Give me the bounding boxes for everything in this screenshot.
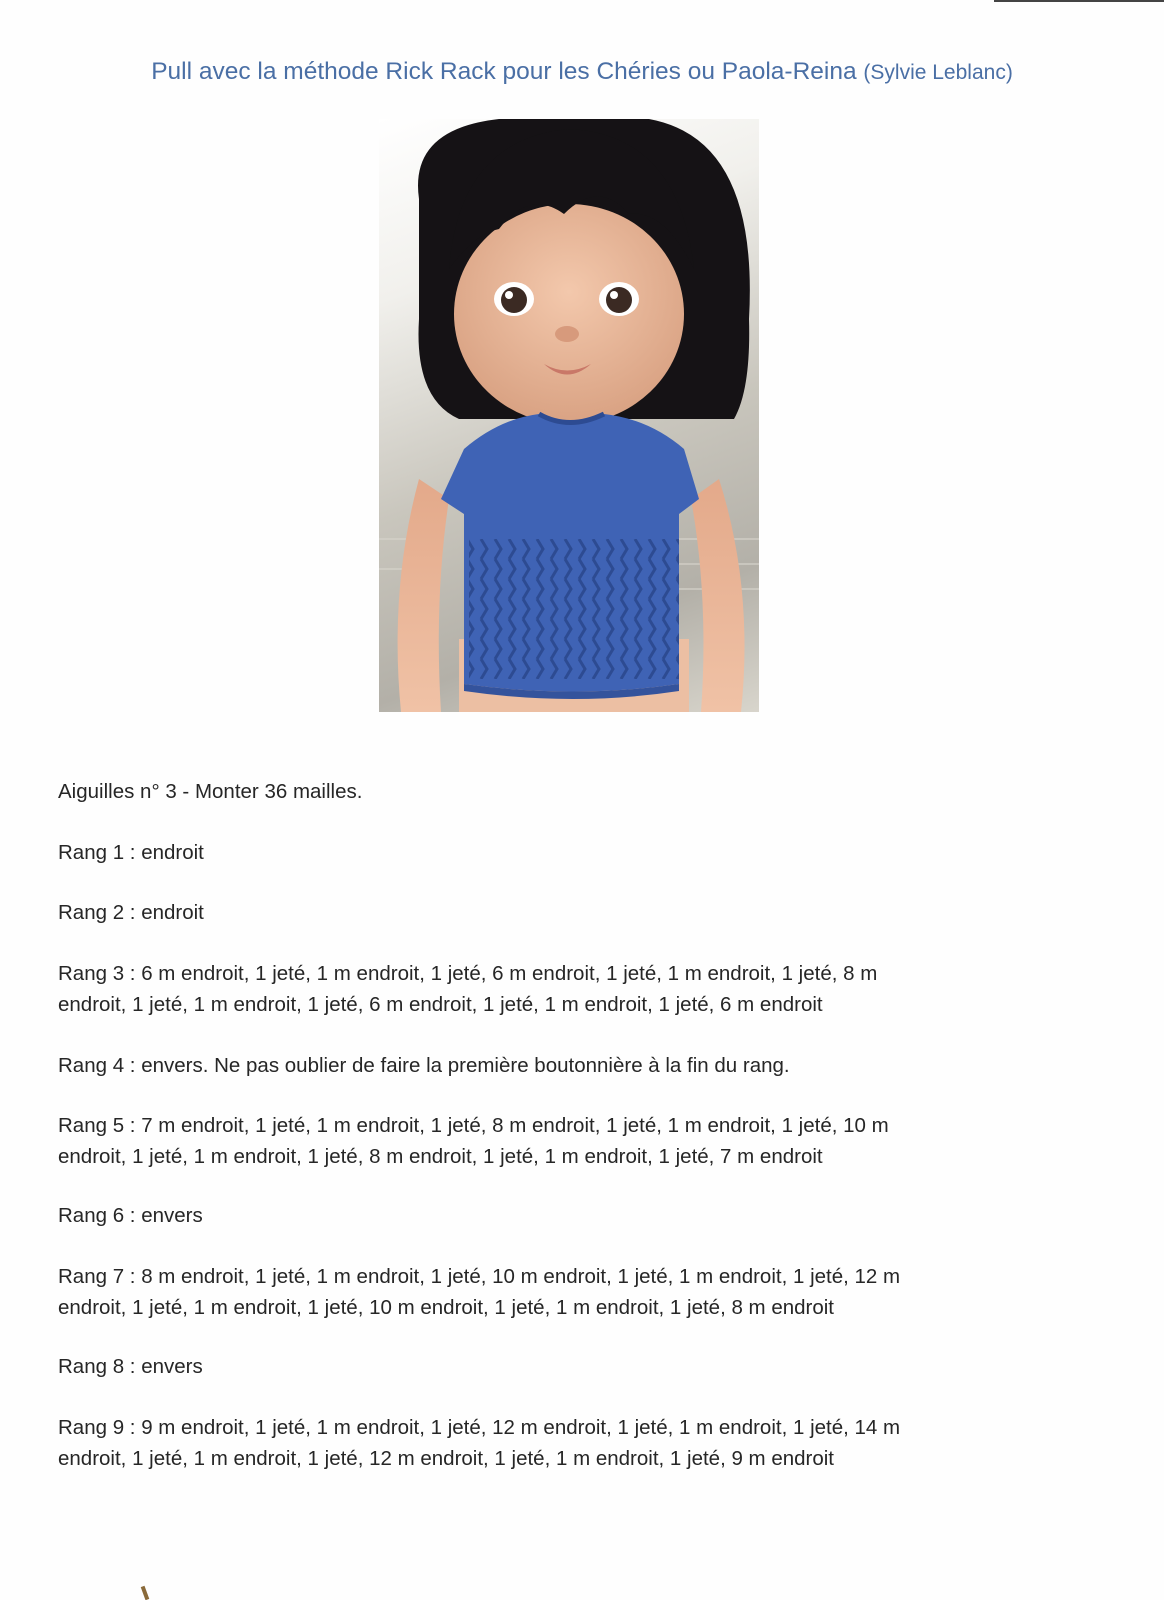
row-7-line-1: Rang 7 : 8 m endroit, 1 jeté, 1 m endroit, 1 jeté, 10 m endroit, 1 jeté, 1 m endroit, 1 jeté, 12 m <box>58 1265 901 1288</box>
row-7-line-2: endroit, 1 jeté, 1 m endroit, 1 jeté, 10 m endroit, 1 jeté, 1 m endroit, 1 jeté, 8 m endroit <box>58 1296 835 1319</box>
row-6 <box>58 1200 203 1231</box>
title-text: Pull avec la méthode Rick Rack pour les Chéries ou Paola-Reina <box>151 58 857 85</box>
row-4-line-1: Rang 4 : envers. Ne pas oublier de faire la première boutonnière à la fin du rang. <box>58 1054 790 1077</box>
row-1 <box>58 837 204 868</box>
row-3-line-2: endroit, 1 jeté, 1 m endroit, 1 jeté, 6 m endroit, 1 jeté, 1 m endroit, 1 jeté, 6 m endroit <box>58 993 823 1016</box>
row-8 <box>58 1351 203 1382</box>
row-4 <box>58 1050 790 1081</box>
doll-photo <box>379 119 759 712</box>
row-9-line-2: endroit, 1 jeté, 1 m endroit, 1 jeté, 12 m endroit, 1 jeté, 1 m endroit, 1 jeté, 9 m endroit <box>58 1447 835 1470</box>
row-2 <box>58 897 204 928</box>
row-1-line-1: Rang 1 : endroit <box>58 841 204 864</box>
row-5-line-1: Rang 5 : 7 m endroit, 1 jeté, 1 m endroit, 1 jeté, 8 m endroit, 1 jeté, 1 m endroit, 1 jeté, 10 m <box>58 1114 889 1137</box>
top-rule <box>994 0 1164 2</box>
row-7 <box>58 1261 900 1323</box>
row-3-line-1: Rang 3 : 6 m endroit, 1 jeté, 1 m endroit, 1 jeté, 6 m endroit, 1 jeté, 1 m endroit, 1 jeté, 8 m <box>58 962 878 985</box>
doll-illustration <box>379 119 759 712</box>
author-credit: (Sylvie Leblanc) <box>863 61 1013 84</box>
scan-mark <box>141 1586 150 1600</box>
row-5-line-2: endroit, 1 jeté, 1 m endroit, 1 jeté, 8 m endroit, 1 jeté, 1 m endroit, 1 jeté, 7 m endroit <box>58 1145 823 1168</box>
row-9-line-1: Rang 9 : 9 m endroit, 1 jeté, 1 m endroit, 1 jeté, 12 m endroit, 1 jeté, 1 m endroit, 1 jeté, 14 m <box>58 1416 901 1439</box>
row-8-line-1: Rang 8 : envers <box>58 1355 203 1378</box>
row-2-line-1: Rang 2 : endroit <box>58 901 204 924</box>
document-title <box>0 58 1164 86</box>
row-5 <box>58 1110 889 1172</box>
row-9 <box>58 1412 900 1474</box>
row-6-line-1: Rang 6 : envers <box>58 1204 203 1227</box>
row-3 <box>58 958 877 1020</box>
needles-line: Aiguilles n° 3 - Monter 36 mailles. <box>58 780 363 803</box>
